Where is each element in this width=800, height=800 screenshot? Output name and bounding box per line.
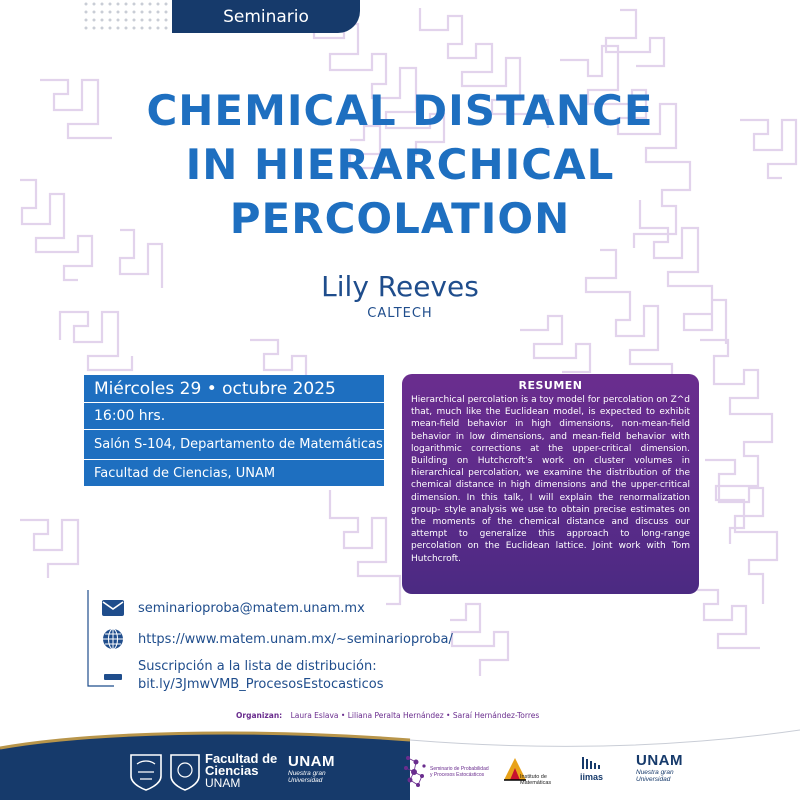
- envelope-icon: [96, 595, 130, 621]
- unam-logo-2-text: UNAM: [636, 752, 683, 769]
- seminar-badge: Seminario: [172, 0, 360, 33]
- email-link[interactable]: seminarioproba@matem.unam.mx: [138, 600, 365, 616]
- title-line-3: PERCOLATION: [229, 194, 571, 243]
- speaker-affiliation: CALTECH: [367, 306, 433, 321]
- subscription-label: Suscripción a la lista de distribución:: [138, 659, 377, 674]
- subscription-link[interactable]: bit.ly/3JmwVMB_ProcesosEstocasticos: [138, 677, 384, 692]
- title-line-1: CHEMICAL DISTANCE: [146, 86, 654, 135]
- instituto-logo-text: [520, 774, 551, 786]
- event-room: Salón S-104, Departamento de Matemáticas: [84, 430, 384, 459]
- abstract-body: Hierarchical percolation is a toy model for percolation on Z^d that, much like the Euclidean model, is expected to exhibit mean-field behavior in high dimensions, non-mean-field behavior in low dimensions, and mean-field behavior with logarithmic corrections at the upper-critical dimension. Building on Hutchcroft’s work on cluster volumes in hierarchical percolation, we examine the distribution of the chemical distance in high dimensions and the upper-critical dimension. In this talk, I will explain the renormalization group- style analysis we use to obtain precise estimates on the moments of the chemical distance and discuss our attempt to generalize this approach to long-range percolation on the Euclidean lattice. Joint work with Tom Hutchcroft.: [411, 395, 690, 564]
- unam-logo-2-tagline: Nuestra gran Universidad: [636, 769, 674, 783]
- facultad-line-3: UNAM: [205, 776, 241, 790]
- decorative-dot-pattern: [82, 0, 178, 36]
- organizers-label: Organizan:: [236, 711, 283, 720]
- faculty-shield-icon: [168, 752, 202, 792]
- list-bullet-icon: [96, 658, 130, 684]
- footer-logo-bar: [0, 722, 800, 800]
- unam-logo-1: [288, 753, 338, 784]
- seminario-logo-icon: [400, 752, 430, 792]
- iimas-logo-icon: [582, 756, 600, 770]
- contact-website-row: [96, 626, 453, 652]
- seminario-logo-line-1: Seminario de Probabilidad: [430, 766, 489, 772]
- contact-subscription-row: [96, 658, 383, 694]
- subscription-block: [138, 658, 383, 694]
- title-line-2: IN HIERARCHICAL: [185, 140, 615, 189]
- seminario-logo-line-2: y Procesos Estocásticos: [430, 772, 485, 778]
- instituto-line-1: Instituto de: [520, 774, 547, 780]
- unam-logo-1-tagline: Nuestra gran Universidad: [288, 770, 326, 784]
- facultad-line-2: Ciencias: [205, 763, 259, 778]
- website-link[interactable]: https://www.matem.unam.mx/~seminarioproba/: [138, 631, 453, 647]
- seminario-logo-text: [430, 766, 489, 778]
- unam-logo-2: [636, 752, 686, 783]
- organizers-names: Laura Eslava • Liliana Peralta Hernández • Saraí Hernández-Torres: [290, 711, 540, 720]
- facultad-line-1: Facultad de: [205, 751, 278, 766]
- globe-icon: [96, 626, 130, 652]
- abstract-box: [402, 374, 699, 594]
- abstract-title: RESUMEN: [518, 379, 583, 392]
- unam-logo-1-text: UNAM: [288, 753, 335, 770]
- event-time: 16:00 hrs.: [84, 403, 384, 429]
- iimas-logo-text: iimas: [580, 772, 604, 782]
- talk-title: [0, 84, 800, 246]
- event-date: Miércoles 29 • octubre 2025: [84, 375, 384, 402]
- speaker-name: Lily Reeves: [321, 270, 479, 303]
- instituto-line-2: Matemáticas: [520, 780, 552, 786]
- event-faculty: Facultad de Ciencias, UNAM: [84, 460, 384, 486]
- contact-email-row: [96, 595, 365, 621]
- unam-shield-icon: [128, 752, 164, 792]
- organizers-line: [236, 711, 736, 720]
- facultad-logo-text: [205, 753, 277, 789]
